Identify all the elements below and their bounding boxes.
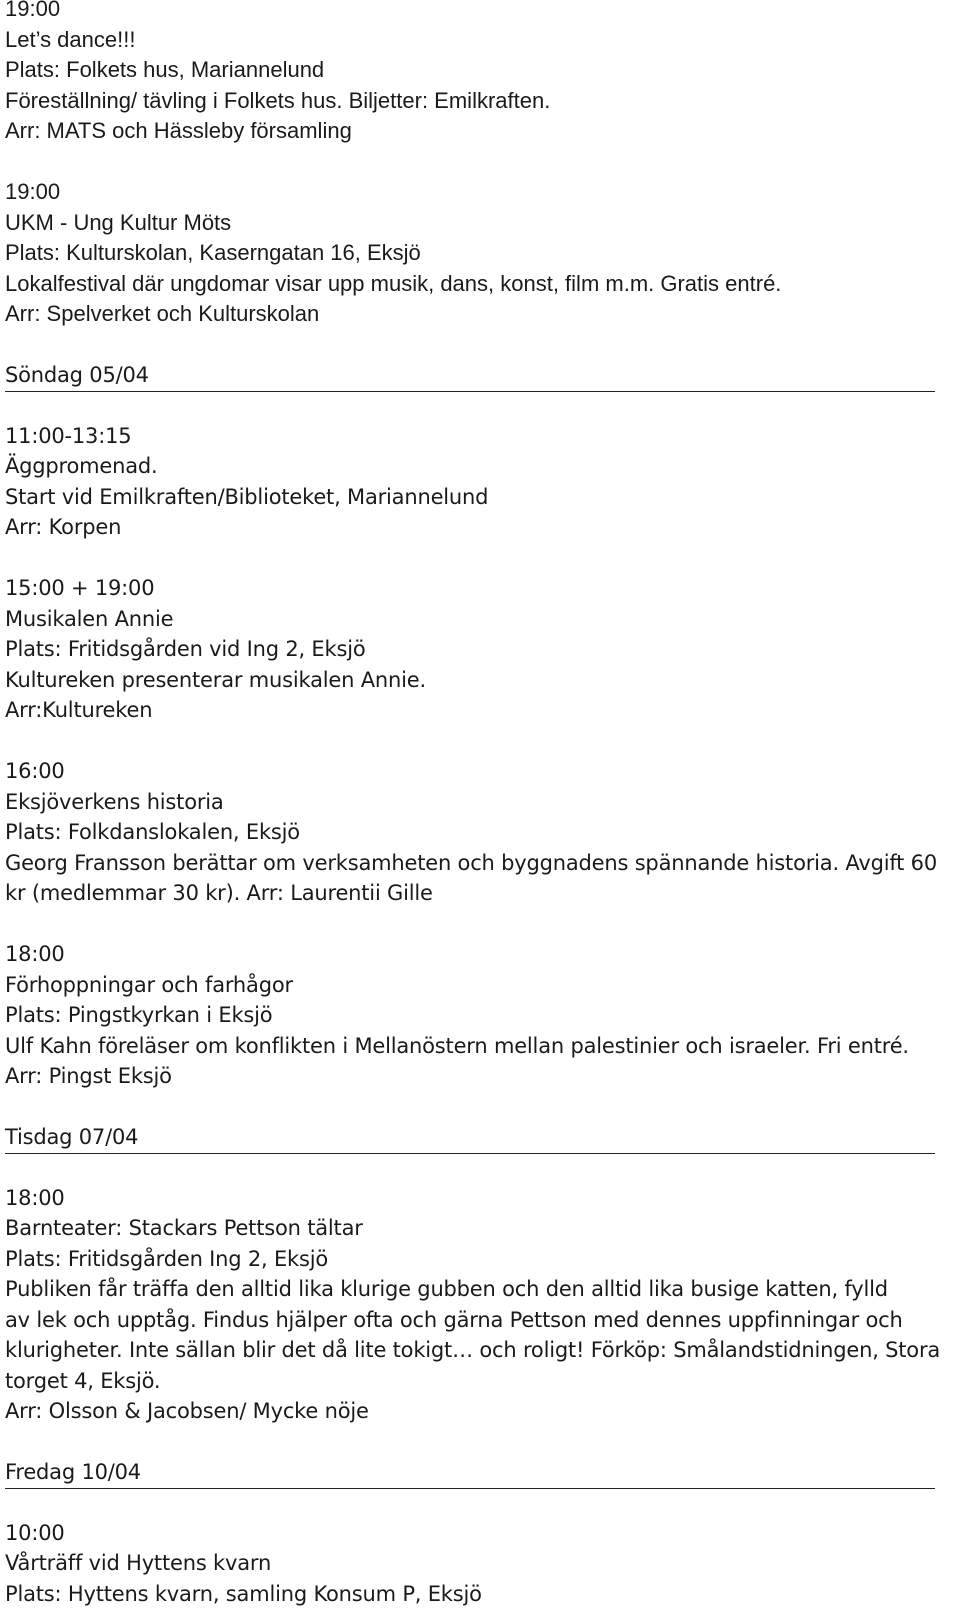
event-listing-page <box>5 0 955 1609</box>
day-heading: Tisdag 07/04 <box>5 1122 935 1154</box>
event-title: UKM - Ung Kultur Möts <box>5 209 232 235</box>
event-time: 16:00 <box>5 759 65 783</box>
event-block <box>5 1518 955 1610</box>
event-detail-line: Arr: MATS och Hässleby församling <box>5 118 352 143</box>
event-block <box>5 573 955 726</box>
event-detail-line: Plats: Hyttens kvarn, samling Konsum P, Eksjö <box>5 1581 482 1606</box>
event-detail-line: Kultureken presenterar musikalen Annie. <box>5 667 426 692</box>
event-title: Förhoppningar och farhågor <box>5 972 293 997</box>
event-title: Eksjöverkens historia <box>5 789 224 814</box>
event-detail-line: av lek och upptåg. Findus hjälper ofta och gärna Pettson med dennes uppfinningar och <box>5 1307 903 1332</box>
event-detail-line: Plats: Pingstkyrkan i Eksjö <box>5 1003 273 1027</box>
event-detail-line: torget 4, Eksjö. <box>5 1368 161 1393</box>
event-detail-line: Plats: Fritidsgården Ing 2, Eksjö <box>5 1246 329 1271</box>
event-block <box>5 0 955 147</box>
event-title: Äggpromenad. <box>5 454 158 478</box>
event-block <box>5 939 955 1092</box>
event-detail-line: Föreställning/ tävling i Folkets hus. Biljetter: Emilkraften. <box>5 87 551 113</box>
event-block <box>5 177 955 330</box>
event-time: 15:00 + 19:00 <box>5 576 155 600</box>
event-detail-line: kr (medlemmar 30 kr). Arr: Laurentii Gille <box>5 881 433 905</box>
spacer <box>5 1427 955 1458</box>
event-detail-line: Publiken får träffa den alltid lika klurige gubben och den alltid lika busige katten, fylld <box>5 1277 888 1301</box>
event-detail-line: Plats: Kulturskolan, Kaserngatan 16, Eksjö <box>5 240 421 265</box>
spacer <box>5 909 955 940</box>
event-time: 19:00 <box>5 179 61 204</box>
event-detail-line: Plats: Fritidsgården vid Ing 2, Eksjö <box>5 637 366 661</box>
spacer <box>5 330 955 361</box>
event-time: 11:00-13:15 <box>5 423 132 448</box>
event-time: 18:00 <box>5 942 65 966</box>
day-heading: Fredag 10/04 <box>5 1457 935 1489</box>
event-detail-line: Plats: Folkets hus, Mariannelund <box>5 57 325 82</box>
event-detail-line: klurigheter. Inte sällan blir det då lite tokigt… och roligt! Förköp: Smålandstidningen, Stora <box>5 1338 941 1362</box>
event-title: Musikalen Annie <box>5 606 174 631</box>
event-detail-line: Ulf Kahn föreläser om konflikten i Mellanöstern mellan palestinier och israeler. Fri entré. <box>5 1033 909 1058</box>
spacer <box>5 726 955 757</box>
event-time: 19:00 <box>5 0 61 21</box>
event-block <box>5 1183 955 1427</box>
event-title: Vårträff vid Hyttens kvarn <box>5 1551 272 1575</box>
event-detail-line: Arr: Spelverket och Kulturskolan <box>5 301 320 326</box>
event-block <box>5 421 955 543</box>
event-title: Let’s dance!!! <box>5 26 136 52</box>
spacer <box>5 1092 955 1123</box>
event-detail-line: Arr:Kultureken <box>5 698 153 722</box>
event-detail-line: Arr: Pingst Eksjö <box>5 1064 172 1088</box>
event-detail-line: Lokalfestival där ungdomar visar upp musik, dans, konst, film m.m. Gratis entré. <box>5 270 782 296</box>
event-detail-line: Arr: Olsson & Jacobsen/ Mycke nöje <box>5 1399 369 1423</box>
event-detail-line: Plats: Folkdanslokalen, Eksjö <box>5 820 300 844</box>
event-block <box>5 756 955 909</box>
event-time: 10:00 <box>5 1520 65 1545</box>
event-detail-line: Arr: Korpen <box>5 515 122 539</box>
event-detail-line: Start vid Emilkraften/Biblioteket, Mariannelund <box>5 484 489 509</box>
event-time: 18:00 <box>5 1185 65 1210</box>
spacer <box>5 147 955 178</box>
event-detail-line: Georg Fransson berättar om verksamheten och byggnadens spännande historia. Avgift 60 <box>5 850 937 875</box>
event-title: Barnteater: Stackars Pettson tältar <box>5 1216 363 1240</box>
day-heading: Söndag 05/04 <box>5 360 935 392</box>
spacer <box>5 543 955 574</box>
